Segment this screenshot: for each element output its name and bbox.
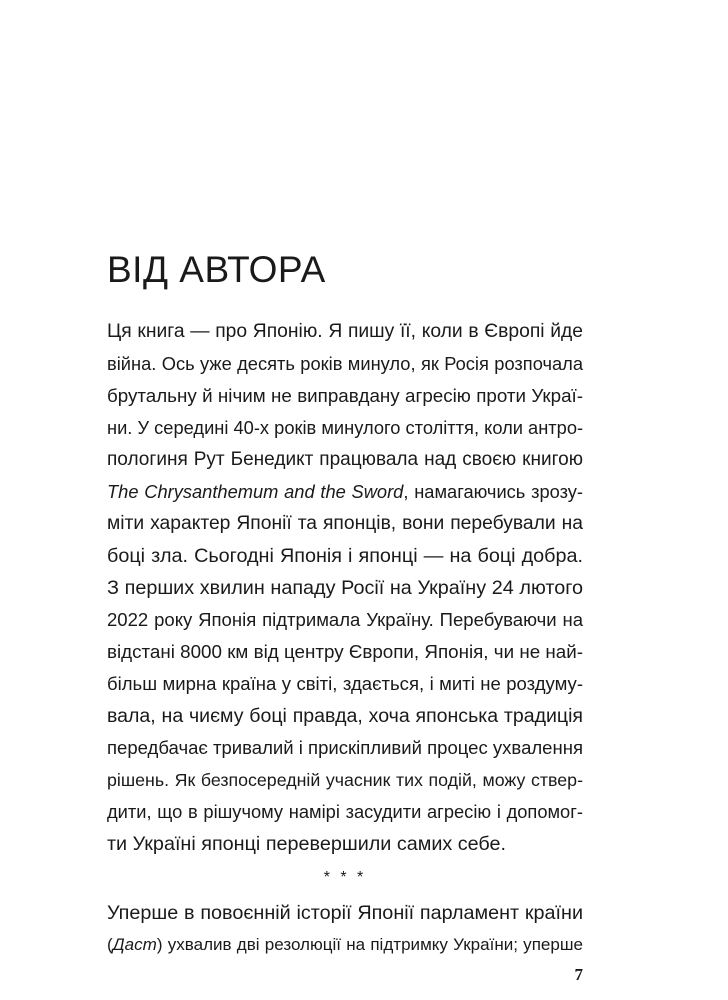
text-line: боці зла. Сьогодні Японія і японці — на боці добра. <box>107 545 583 567</box>
text-line: пологиня Рут Бенедикт працювала над своєю книгою <box>107 449 583 470</box>
text-line: більш мирна країна у світі, здається, і миті не роздуму- <box>107 673 583 694</box>
text-line: передбачає тривалий і прискіпливий процес ухвалення <box>107 737 583 758</box>
text-line: війна. Ось уже десять років минуло, як Росія розпочала <box>107 353 583 374</box>
italic-term: Даст <box>112 935 157 954</box>
text-fragment: , намагаючись зрозу- <box>403 481 583 502</box>
section-separator: * * * <box>323 869 367 886</box>
text-line: Уперше в повоєнній історії Японії парламент країни <box>107 902 583 924</box>
text-line: вала, на чиєму боці правда, хоча японська традиція <box>107 705 583 727</box>
page-number: 7 <box>574 965 583 984</box>
text-line: рішень. Як безпосередній учасник тих подій, можу ствер- <box>107 770 583 790</box>
text-line: міти характер Японії та японців, вони перебували на <box>107 513 583 534</box>
text-line: Ця книга — про Японію. Я пишу її, коли в Європі йде <box>107 321 583 342</box>
text-line-with-title <box>107 481 583 503</box>
text-line-with-term <box>107 934 583 956</box>
text-line: брутальну й нічим не виправдану агресію проти Украї- <box>107 385 583 406</box>
text-line: ти Україні японці перевершили самих себе. <box>107 833 507 855</box>
text-fragment: ( <box>107 935 113 954</box>
text-fragment: ) ухвалив дві резолюції на підтримку України; уперше <box>156 935 583 954</box>
text-line: 2022 року Японія підтримала Україну. Перебуваючи на <box>107 609 583 630</box>
text-line: ни. У середині 40-х років минулого століття, коли антро- <box>107 417 584 438</box>
text-line: дити, що в рішучому намірі засудити агресію і допомог- <box>107 801 583 822</box>
chapter-heading: ВІД АВТОРА <box>107 248 326 290</box>
book-title: The Chrysanthemum and the Sword <box>107 481 404 502</box>
text-line: відстані 8000 км від центру Європи, Японія, чи не най- <box>107 641 583 662</box>
text-line: З перших хвилин нападу Росії на Україну 24 лютого <box>107 577 583 599</box>
